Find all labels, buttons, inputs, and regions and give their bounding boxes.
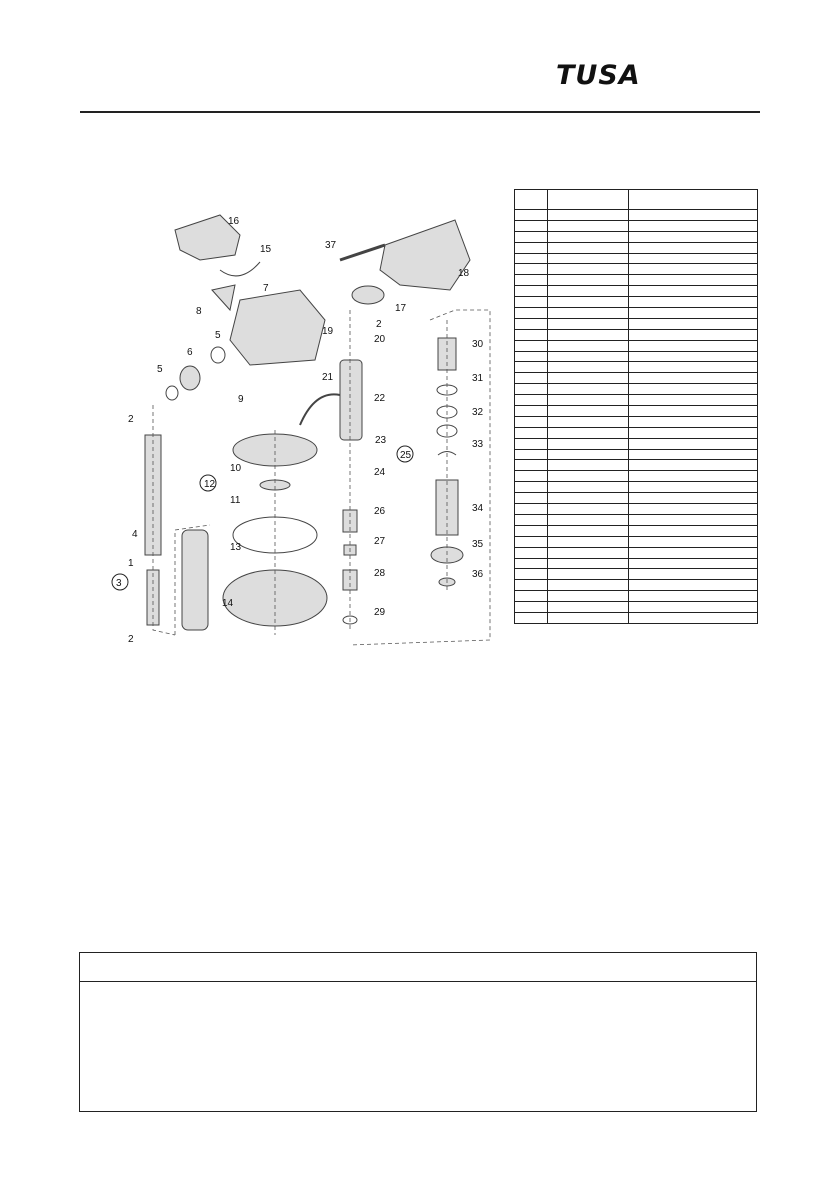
callout-5b: 5 bbox=[157, 364, 163, 375]
parts-table-cell bbox=[548, 362, 629, 373]
parts-table-row bbox=[515, 340, 758, 351]
callout-26: 26 bbox=[374, 506, 386, 517]
parts-table-row bbox=[515, 308, 758, 319]
exploded-parts-diagram bbox=[100, 190, 500, 660]
parts-table-row bbox=[515, 471, 758, 482]
callout-37: 37 bbox=[325, 240, 337, 251]
parts-table-cell bbox=[515, 569, 548, 580]
parts-table-row bbox=[515, 373, 758, 384]
parts-table-row bbox=[515, 253, 758, 264]
parts-table-row bbox=[515, 612, 758, 623]
parts-table-row bbox=[515, 438, 758, 449]
parts-table-cell bbox=[629, 220, 758, 231]
parts-table-cell bbox=[629, 210, 758, 221]
parts-table-cell bbox=[629, 525, 758, 536]
callout-35: 35 bbox=[472, 539, 484, 550]
parts-table-row bbox=[515, 384, 758, 395]
callout-7: 7 bbox=[263, 283, 269, 294]
callout-9: 9 bbox=[238, 394, 244, 405]
parts-table-cell bbox=[548, 329, 629, 340]
callout-21: 21 bbox=[322, 372, 334, 383]
parts-table-cell bbox=[548, 427, 629, 438]
parts-table-row bbox=[515, 504, 758, 515]
parts-table-cell bbox=[515, 580, 548, 591]
parts-table-row bbox=[515, 525, 758, 536]
parts-table-cell bbox=[629, 460, 758, 471]
parts-table-cell bbox=[548, 602, 629, 613]
callout-32: 32 bbox=[472, 407, 484, 418]
parts-table-cell bbox=[515, 558, 548, 569]
parts-table-row bbox=[515, 297, 758, 308]
parts-table-cell bbox=[629, 406, 758, 417]
parts-table-cell bbox=[548, 612, 629, 623]
parts-table-cell bbox=[548, 351, 629, 362]
header-rule bbox=[80, 111, 760, 113]
parts-table-cell bbox=[629, 395, 758, 406]
callout-5a: 5 bbox=[215, 330, 221, 341]
parts-table-row bbox=[515, 190, 758, 210]
callout-20: 20 bbox=[374, 334, 386, 345]
parts-table-cell bbox=[515, 612, 548, 623]
callout-25: 25 bbox=[400, 450, 412, 461]
parts-table-cell bbox=[629, 242, 758, 253]
parts-list-table bbox=[514, 189, 758, 624]
parts-table-cell bbox=[515, 329, 548, 340]
parts-table-cell bbox=[515, 427, 548, 438]
parts-table-cell bbox=[515, 482, 548, 493]
callout-36: 36 bbox=[472, 569, 484, 580]
parts-table-cell bbox=[629, 351, 758, 362]
deflector-part bbox=[212, 285, 235, 310]
parts-table-cell bbox=[629, 482, 758, 493]
callout-34: 34 bbox=[472, 503, 484, 514]
parts-table-row bbox=[515, 351, 758, 362]
parts-table-cell bbox=[515, 602, 548, 613]
cover-part bbox=[380, 220, 470, 290]
parts-table-row bbox=[515, 318, 758, 329]
parts-table-cell bbox=[515, 591, 548, 602]
parts-table-cell bbox=[548, 395, 629, 406]
parts-table-row bbox=[515, 220, 758, 231]
parts-table-cell bbox=[629, 558, 758, 569]
parts-table-cell bbox=[548, 242, 629, 253]
parts-table-cell bbox=[629, 286, 758, 297]
rod-part bbox=[340, 245, 385, 260]
parts-table-cell bbox=[548, 340, 629, 351]
parts-table-cell bbox=[629, 275, 758, 286]
callout-29: 29 bbox=[374, 607, 386, 618]
parts-table-row bbox=[515, 427, 758, 438]
parts-table-cell bbox=[515, 416, 548, 427]
callout-22: 22 bbox=[374, 393, 386, 404]
parts-table-cell bbox=[629, 438, 758, 449]
parts-table-cell bbox=[548, 558, 629, 569]
parts-table-cell bbox=[629, 190, 758, 210]
parts-table-row bbox=[515, 362, 758, 373]
parts-table-cell bbox=[548, 286, 629, 297]
parts-table-row bbox=[515, 231, 758, 242]
parts-table-row bbox=[515, 329, 758, 340]
parts-table-cell bbox=[629, 591, 758, 602]
parts-table-cell bbox=[548, 231, 629, 242]
parts-table-cell bbox=[548, 416, 629, 427]
exhaust-valve-part bbox=[352, 286, 384, 304]
callout-15: 15 bbox=[260, 244, 272, 255]
parts-table-cell bbox=[548, 438, 629, 449]
parts-table-cell bbox=[629, 264, 758, 275]
parts-table-row bbox=[515, 514, 758, 525]
parts-table-cell bbox=[515, 308, 548, 319]
parts-table-cell bbox=[515, 536, 548, 547]
parts-table-cell bbox=[629, 329, 758, 340]
parts-table-cell bbox=[548, 253, 629, 264]
callout-28: 28 bbox=[374, 568, 386, 579]
parts-table-cell bbox=[629, 580, 758, 591]
parts-table-cell bbox=[515, 471, 548, 482]
parts-table-cell bbox=[515, 351, 548, 362]
parts-table-row bbox=[515, 210, 758, 221]
parts-table-row bbox=[515, 580, 758, 591]
parts-table-cell bbox=[548, 264, 629, 275]
callout-2a: 2 bbox=[376, 319, 382, 330]
parts-table-cell bbox=[515, 362, 548, 373]
parts-table-row bbox=[515, 395, 758, 406]
callout-10: 10 bbox=[230, 463, 242, 474]
callout-13: 13 bbox=[230, 542, 242, 553]
housing-part bbox=[230, 290, 325, 365]
parts-table-cell bbox=[629, 547, 758, 558]
parts-table-cell bbox=[515, 438, 548, 449]
parts-table-cell bbox=[629, 536, 758, 547]
callout-24: 24 bbox=[374, 467, 386, 478]
parts-table-row bbox=[515, 460, 758, 471]
callout-14: 14 bbox=[222, 598, 234, 609]
parts-table-cell bbox=[548, 373, 629, 384]
parts-table-cell bbox=[515, 264, 548, 275]
callout-27: 27 bbox=[374, 536, 386, 547]
parts-table-row bbox=[515, 449, 758, 460]
parts-table-cell bbox=[548, 580, 629, 591]
parts-table-cell bbox=[548, 471, 629, 482]
parts-table-cell bbox=[629, 514, 758, 525]
parts-table-cell bbox=[629, 253, 758, 264]
parts-table-cell bbox=[548, 210, 629, 221]
note-box-header bbox=[80, 953, 756, 982]
parts-table-cell bbox=[515, 275, 548, 286]
parts-table-cell bbox=[548, 275, 629, 286]
parts-table-cell bbox=[515, 449, 548, 460]
parts-table-cell bbox=[548, 482, 629, 493]
parts-table-cell bbox=[548, 318, 629, 329]
callout-23: 23 bbox=[375, 435, 387, 446]
parts-table-cell bbox=[548, 308, 629, 319]
callout-31: 31 bbox=[472, 373, 484, 384]
parts-table-row bbox=[515, 406, 758, 417]
parts-table-cell bbox=[629, 569, 758, 580]
callout-4: 4 bbox=[132, 529, 138, 540]
parts-table-cell bbox=[629, 602, 758, 613]
parts-table-cell bbox=[515, 406, 548, 417]
valve-body-part bbox=[340, 360, 362, 440]
parts-table-row bbox=[515, 569, 758, 580]
callout-18: 18 bbox=[458, 268, 470, 279]
parts-table-cell bbox=[629, 471, 758, 482]
parts-table-cell bbox=[515, 514, 548, 525]
parts-table-cell bbox=[515, 231, 548, 242]
parts-table-cell bbox=[629, 504, 758, 515]
brand-logo: TUSA bbox=[556, 60, 641, 91]
parts-table-cell bbox=[515, 242, 548, 253]
hose-cover-part bbox=[182, 530, 208, 630]
parts-table-cell bbox=[548, 190, 629, 210]
parts-table-cell bbox=[629, 340, 758, 351]
parts-table-cell bbox=[629, 373, 758, 384]
parts-table-row bbox=[515, 286, 758, 297]
parts-table-row bbox=[515, 482, 758, 493]
parts-table-cell bbox=[629, 384, 758, 395]
callout-17: 17 bbox=[395, 303, 407, 314]
callout-12: 12 bbox=[204, 479, 216, 490]
fitting-part bbox=[180, 366, 200, 390]
parts-table-cell bbox=[629, 362, 758, 373]
callout-33: 33 bbox=[472, 439, 484, 450]
parts-table-row bbox=[515, 416, 758, 427]
parts-table-cell bbox=[548, 384, 629, 395]
parts-table-cell bbox=[515, 547, 548, 558]
parts-table-row bbox=[515, 558, 758, 569]
parts-table-cell bbox=[548, 460, 629, 471]
parts-table-cell bbox=[515, 286, 548, 297]
parts-table-cell bbox=[629, 416, 758, 427]
parts-table-cell bbox=[629, 612, 758, 623]
parts-table-cell bbox=[515, 525, 548, 536]
parts-table-cell bbox=[515, 395, 548, 406]
callout-6: 6 bbox=[187, 347, 193, 358]
parts-table-cell bbox=[515, 384, 548, 395]
parts-table-cell bbox=[515, 318, 548, 329]
parts-table-cell bbox=[548, 504, 629, 515]
parts-table-row bbox=[515, 242, 758, 253]
callout-2b: 2 bbox=[128, 414, 134, 425]
parts-table-cell bbox=[548, 547, 629, 558]
parts-table-cell bbox=[629, 297, 758, 308]
parts-table-row bbox=[515, 536, 758, 547]
parts-table-cell bbox=[548, 220, 629, 231]
parts-table-cell bbox=[515, 493, 548, 504]
parts-table-cell bbox=[548, 493, 629, 504]
callout-19: 19 bbox=[322, 326, 334, 337]
parts-table-cell bbox=[515, 210, 548, 221]
parts-table-cell bbox=[548, 525, 629, 536]
callout-3: 3 bbox=[116, 578, 122, 589]
callout-2c: 2 bbox=[128, 634, 134, 645]
parts-table-cell bbox=[515, 253, 548, 264]
callout-8: 8 bbox=[196, 306, 202, 317]
parts-table-row bbox=[515, 264, 758, 275]
parts-table-cell bbox=[515, 297, 548, 308]
parts-table-row bbox=[515, 591, 758, 602]
clip-part bbox=[220, 262, 260, 276]
parts-table-row bbox=[515, 602, 758, 613]
parts-table-cell bbox=[515, 504, 548, 515]
parts-table-cell bbox=[548, 406, 629, 417]
parts-table-cell bbox=[515, 340, 548, 351]
parts-table-cell bbox=[629, 449, 758, 460]
parts-table-row bbox=[515, 547, 758, 558]
callout-16: 16 bbox=[228, 216, 240, 227]
callout-11: 11 bbox=[230, 495, 241, 506]
parts-table-cell bbox=[515, 373, 548, 384]
parts-table-row bbox=[515, 493, 758, 504]
parts-table-cell bbox=[629, 308, 758, 319]
parts-table-cell bbox=[515, 460, 548, 471]
note-box bbox=[79, 952, 757, 1112]
parts-table-cell bbox=[629, 231, 758, 242]
hose-fitting-part bbox=[145, 435, 161, 555]
parts-table-cell bbox=[629, 427, 758, 438]
parts-table-cell bbox=[548, 514, 629, 525]
parts-table-cell bbox=[548, 449, 629, 460]
parts-table-row bbox=[515, 275, 758, 286]
parts-table-cell bbox=[515, 190, 548, 210]
parts-table-cell bbox=[629, 493, 758, 504]
parts-table-cell bbox=[548, 591, 629, 602]
parts-table-cell bbox=[548, 297, 629, 308]
parts-table-cell bbox=[515, 220, 548, 231]
callout-1: 1 bbox=[128, 558, 134, 569]
parts-table-cell bbox=[629, 318, 758, 329]
parts-table-cell bbox=[548, 569, 629, 580]
callout-30: 30 bbox=[472, 339, 484, 350]
parts-table-cell bbox=[548, 536, 629, 547]
